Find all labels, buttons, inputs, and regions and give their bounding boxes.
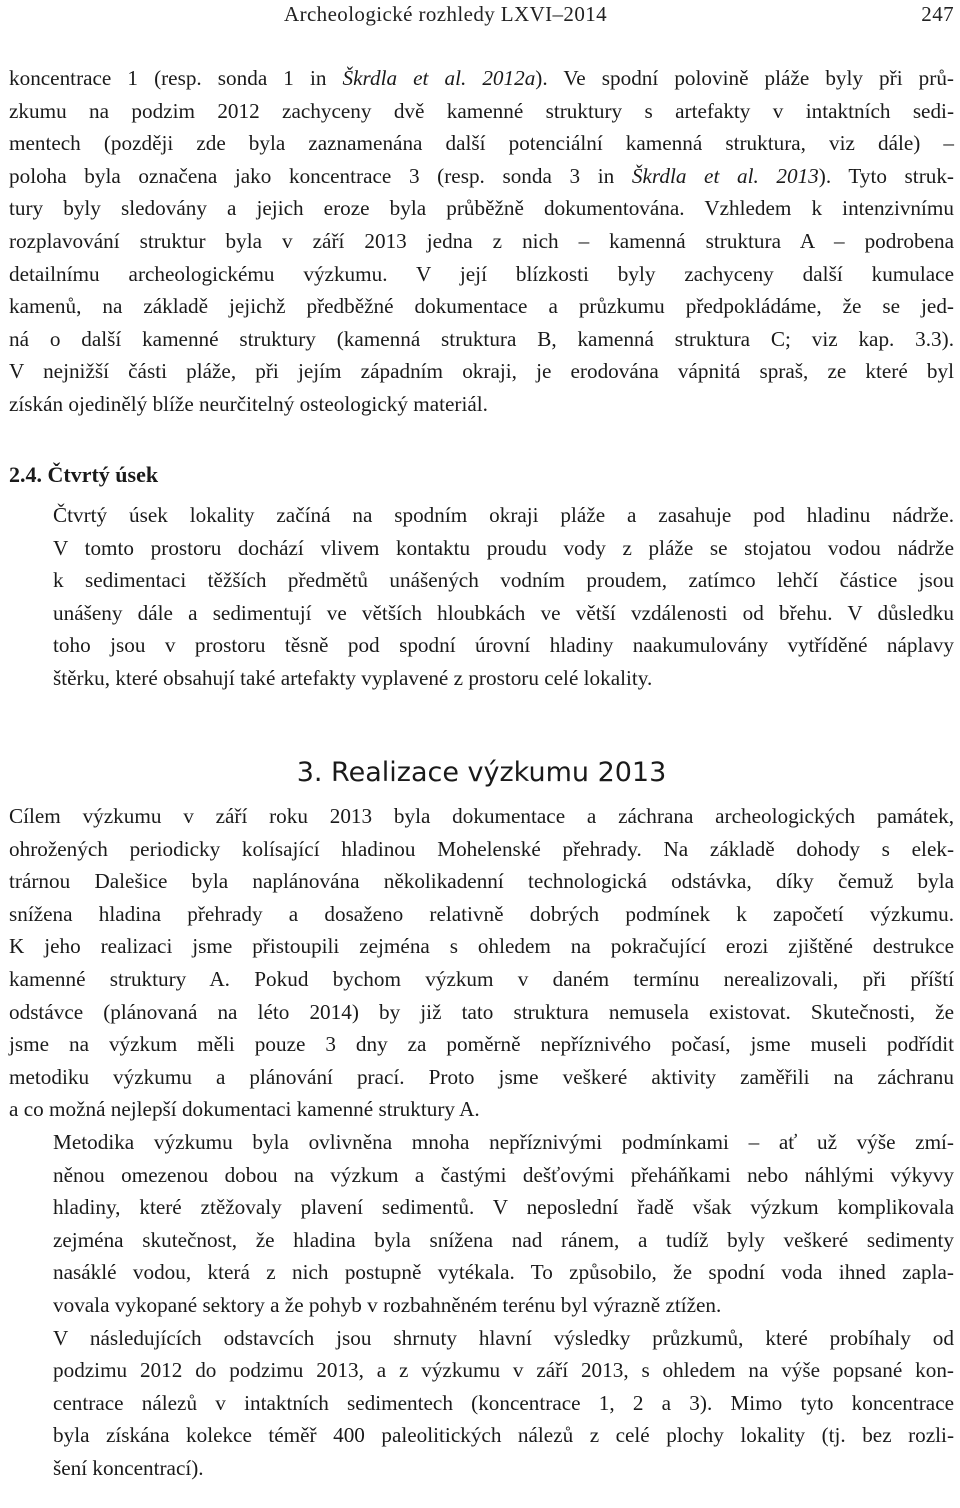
text-line: ohrožených periodicky kolísající hladinou Mohelenské přehrady. Na základě dohody s elek- <box>9 836 954 861</box>
chapter-3-paragraph-1 <box>9 800 954 1126</box>
text-line: kamenů, na základě jejichž předběžné dokumentace a průzkumu předpokládáme, že se jed- <box>9 294 954 319</box>
text-line: něnou omezenou dobou na výzkum a častými dešťovými přeháňkami nebo náhlými výkyvy <box>53 1162 954 1187</box>
text-line: odstávce (plánovaná na léto 2014) by již tato struktura nemusela existovat. Skutečnosti, že <box>9 999 954 1024</box>
text-line: získán ojedinělý blíže neurčitelný osteologický materiál. <box>9 391 488 416</box>
text-line: podzimu 2012 do podzimu 2013, a z výzkumu v září 2013, s ohledem na výše popsané kon- <box>53 1358 954 1383</box>
chapter-3-paragraph-3 <box>9 1322 954 1485</box>
text-line: toho jsou v prostoru těsně pod spodní úrovní hladiny naakumulovány vytříděné náplavy <box>53 633 954 658</box>
text-line: zkumu na podzim 2012 zachyceny dvě kamenné struktury s artefakty v intaktních sedi- <box>9 98 954 123</box>
intro-paragraph <box>9 62 954 421</box>
section-2-4-body <box>9 499 954 695</box>
text-line: trárnou Dalešice byla naplánována několikadenní technologická odstávka, díky čemuž byla <box>9 869 954 894</box>
text-line: detailnímu archeologickému výzkumu. V její blízkosti byly zachyceny další kumulace <box>9 261 954 286</box>
page-number: 247 <box>921 2 954 26</box>
text-line: tury byly sledovány a jejich eroze byla průběžně dokumentována. Vzhledem k intenzivnímu <box>9 196 954 221</box>
text-line: centrace nálezů v intaktních sedimentech (koncentrace 1, 2 a 3). Mimo tyto koncentrace <box>53 1390 954 1415</box>
text-line: jsme na výzkum měli pouze 3 dny za poměrně nepříznivého počasí, jsme museli podřídit <box>9 1032 954 1057</box>
text-line: mentech (později zde byla zaznamenána další potenciální kamenná struktura, viz dále) – <box>9 131 954 156</box>
text-line: hladiny, které ztěžovaly plavení sedimentů. V neposlední řadě však výzkum komplikovala <box>53 1195 954 1220</box>
chapter-heading-3: 3. Realizace výzkumu 2013 <box>296 757 667 788</box>
text-line: k sedimentaci těžších předmětů unášených vodním proudem, zatímco lehčí částice jsou <box>53 568 954 593</box>
text-line: byla získána kolekce téměř 400 paleolitických nálezů z celé plochy lokality (tj. bez rozli- <box>53 1423 954 1448</box>
text-line: kamenné struktury A. Pokud bychom výzkum v daném termínu nerealizovali, při příští <box>9 966 954 991</box>
text-line: nasáklé vodou, která z nich postupně vytékala. To způsobilo, že spodní voda ihned zapla- <box>53 1260 954 1285</box>
section-heading-2-4: 2.4. Čtvrtý úsek <box>9 462 159 487</box>
section-2-4-paragraph <box>9 499 954 695</box>
text-line: V následujících odstavcích jsou shrnuty hlavní výsledky průzkumů, které probíhaly od <box>53 1325 954 1350</box>
text-line: Metodika výzkumu byla ovlivněna mnoha nepříznivými podmínkami – ať už výše zmí- <box>53 1129 954 1154</box>
text-line: metodiku výzkumu a plánování prací. Proto jsme veškeré aktivity zaměřili na záchranu <box>9 1064 954 1089</box>
text-line: Čtvrtý úsek lokality začíná na spodním okraji pláže a zasahuje pod hladinu nádrže. <box>53 503 954 527</box>
text-line: štěrku, které obsahují také artefakty vyplavené z prostoru celé lokality. <box>53 665 653 690</box>
journal-title: Archeologické rozhledy LXVI–2014 <box>284 2 608 26</box>
text-line: snížena hladina přehrady a dosaženo relativně dobrých podmínek k započetí výzkumu. <box>9 901 954 926</box>
text-line: rozplavování struktur byla v září 2013 jedna z nich – kamenná struktura A – podrobena <box>9 228 954 253</box>
chapter-3-paragraph-2 <box>9 1126 954 1322</box>
text-line: vovala vykopané sektory a že pohyb v rozbahněném terénu byl výrazně ztížen. <box>53 1292 722 1317</box>
text-line: V nejnižší části pláže, při jejím západním okraji, je erodována vápnitá spraš, ze které byl <box>9 359 954 384</box>
text-line: a co možná nejlepší dokumentaci kamenné struktury A. <box>9 1097 480 1122</box>
text-line: K jeho realizaci jsme přistoupili zejména s ohledem na pokračující erozi zjištěné destrukce <box>9 934 954 959</box>
text-line: Cílem výzkumu v září roku 2013 byla dokumentace a záchrana archeologických památek, <box>9 804 954 828</box>
text-line: zejména skutečnost, že hladina byla snížena nad ránem, a tudíž byly veškeré sedimenty <box>53 1227 954 1252</box>
text-line: poloha byla označena jako koncentrace 3 (resp. sonda 3 in Škrdla et al. 2013). Tyto struk- <box>9 163 954 188</box>
text-line: V tomto prostoru dochází vlivem kontaktu proudu vody z pláže se stojatou vodou nádrže <box>53 535 954 560</box>
text-line: koncentrace 1 (resp. sonda 1 in Škrdla et al. 2012a). Ve spodní polovině pláže byly při prů- <box>9 66 954 90</box>
text-line: šení koncentrací). <box>53 1455 204 1480</box>
text-line: ná o další kamenné struktury (kamenná struktura B, kamenná struktura C; viz kap. 3.3). <box>9 326 954 351</box>
text-line: unášeny dále a sedimentují ve větších hloubkách ve větší vzdálenosti od břehu. V důsledku <box>53 600 954 625</box>
running-header <box>9 2 954 26</box>
intro-paragraph-block <box>9 62 954 421</box>
chapter-3-body <box>9 800 954 1484</box>
